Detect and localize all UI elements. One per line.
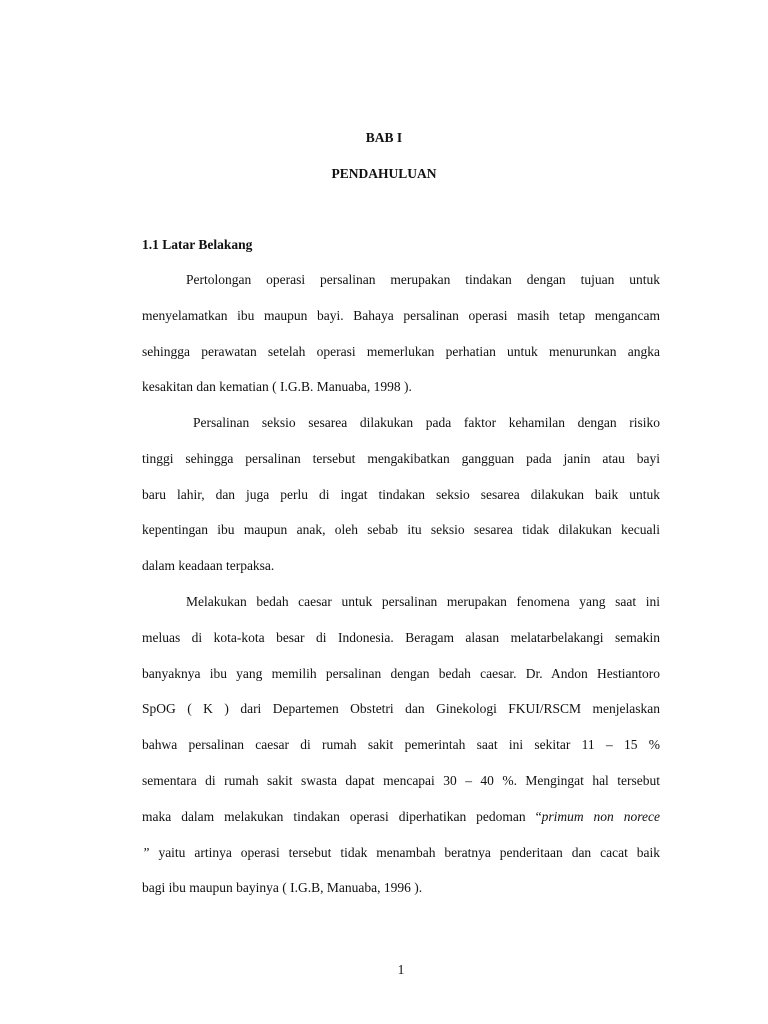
paragraph-line: Melakukan bedah caesar untuk persalinan merupakan fenomena yang saat ini [186,594,660,609]
chapter-title: PENDAHULUAN [331,166,437,181]
page-number: 1 [397,962,405,977]
paragraph-line: kesakitan dan kematian ( I.G.B. Manuaba, 1998 ). [142,379,412,395]
line-text: maka dalam melakukan tindakan operasi diperhatikan pedoman “ [142,808,542,824]
paragraph-line: Pertolongan operasi persalinan merupakan tindakan dengan tujuan untuk [186,272,660,287]
chapter-number: BAB I [365,130,403,145]
paragraph-line: bahwa persalinan caesar di rumah sakit pemerintah saat ini sekitar 11 – 15 % [142,737,660,753]
closing-quote: ” [142,844,150,860]
paragraph-line: sementara di rumah sakit swasta dapat mencapai 30 – 40 %. Mengingat hal tersebut [142,772,660,788]
paragraph-line: sehingga perawatan setelah operasi memerlukan perhatian untuk menurunkan angka [142,343,660,359]
paragraph-line: SpOG ( K ) dari Departemen Obstetri dan Ginekologi FKUI/RSCM menjelaskan [142,701,660,717]
paragraph-line: bagi ibu maupun bayinya ( I.G.B, Manuaba, 1996 ). [142,880,423,896]
paragraph-line: banyaknya ibu yang memilih persalinan dengan bedah caesar. Dr. Andon Hestiantoro [142,665,660,681]
line-text: yaitu artinya operasi tersebut tidak menambah beratnya penderitaan dan cacat baik [149,844,660,860]
paragraph-1 [142,262,660,405]
paragraph-line [142,799,660,835]
paragraph-2 [142,405,660,584]
section-heading: 1.1 Latar Belakang [142,237,253,252]
paragraph-line: menyelamatkan ibu maupun bayi. Bahaya persalinan operasi masih tetap mengancam [142,307,660,323]
paragraph-line: kepentingan ibu maupun anak, oleh sebab itu seksio sesarea tidak dilakukan kecuali [142,522,660,538]
paragraph-line: Persalinan seksio sesarea dilakukan pada faktor kehamilan dengan risiko [193,415,660,430]
paragraph-3 [142,584,660,906]
paragraph-line: baru lahir, dan juga perlu di ingat tindakan seksio sesarea dilakukan baik untuk [142,486,660,502]
latin-phrase: primum non norece [541,808,660,824]
paragraph-line: tinggi sehingga persalinan tersebut mengakibatkan gangguan pada janin atau bayi [142,450,660,466]
paragraph-line [142,835,660,871]
paragraph-line: dalam keadaan terpaksa. [142,558,275,574]
paragraph-line: meluas di kota-kota besar di Indonesia. Beragam alasan melatarbelakangi semakin [142,629,660,645]
